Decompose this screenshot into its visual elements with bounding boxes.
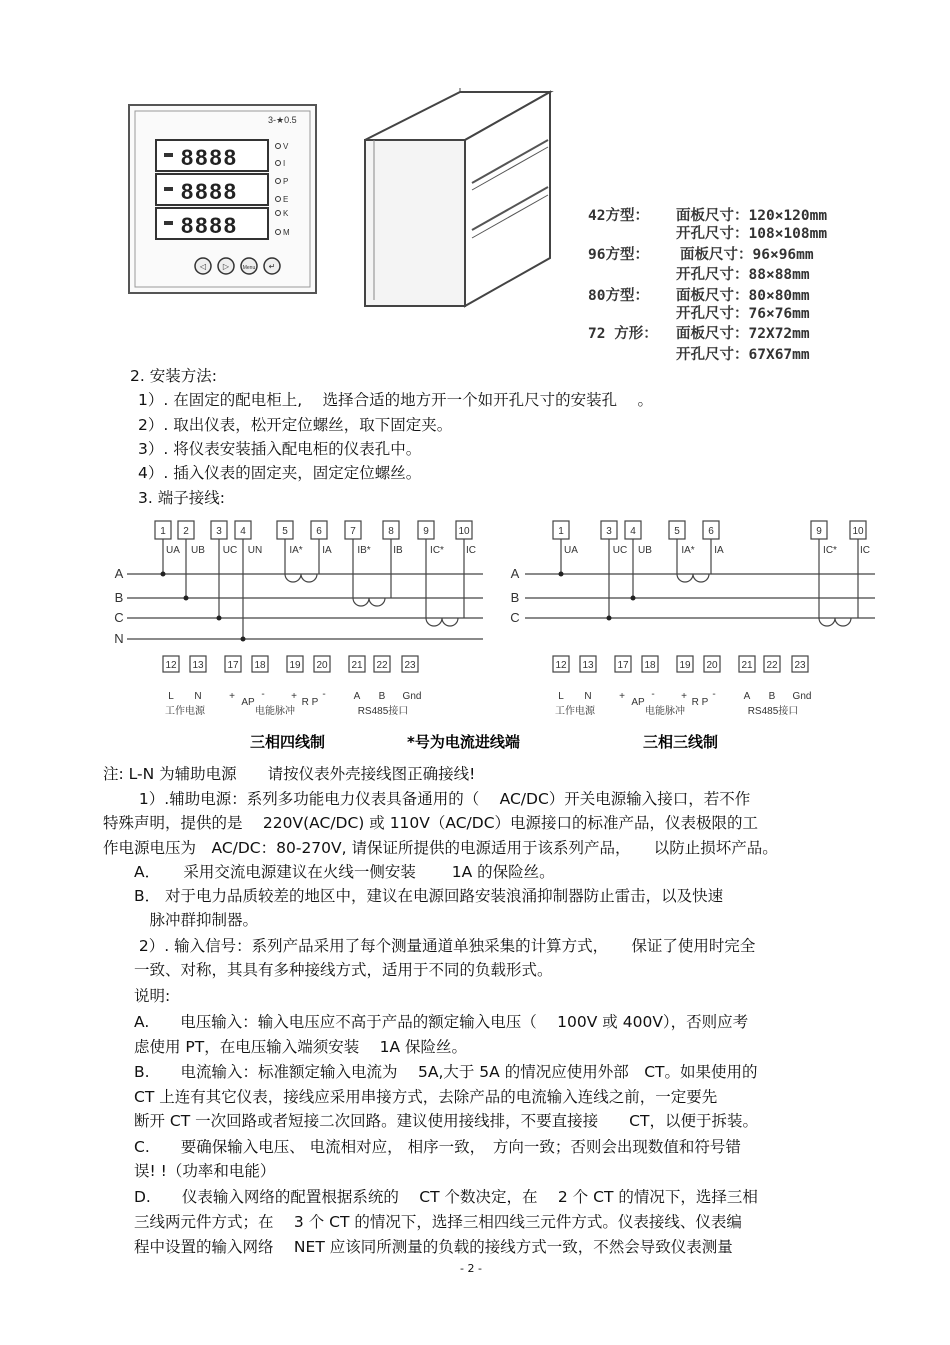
terminal-label: + — [229, 691, 235, 702]
spec-type: 96方型： — [588, 247, 649, 263]
body-line: C. 要确保输入电压、 电流相对应， 相序一致， 方向一致；否则会出现数值和符号错 — [103, 1138, 741, 1156]
ap-label: AP — [631, 697, 645, 708]
terminal-number: 21 — [351, 660, 363, 671]
body-line: 一致、对称，其具有多种接线方式，适用于不同的负载形式。 — [103, 961, 553, 979]
terminal-number: 6 — [316, 526, 322, 537]
group-label: 工作电源 — [555, 706, 595, 717]
terminal-number: 20 — [706, 660, 718, 671]
terminal-label: A — [743, 691, 751, 702]
body-line: 说明: — [103, 987, 171, 1005]
terminal-number: 5 — [674, 526, 680, 537]
terminal-label: UN — [247, 545, 263, 556]
group-label: RS485接口 — [747, 706, 799, 717]
body-line: A． 采用交流电源建议在火线一侧安装 1A 的保险丝。 — [103, 863, 555, 881]
group-label: 工作电源 — [165, 706, 205, 717]
phase-label: C — [114, 610, 124, 625]
terminal-number: 19 — [289, 660, 301, 671]
terminal-number: 20 — [316, 660, 328, 671]
body-line: 特殊声明，提供的是 220V(AC/DC) 或 110V（AC/DC）电源接口的标准产品，仪表极限的工 — [103, 814, 759, 832]
model-badge: 3-★0.5 — [268, 115, 297, 125]
terminal-number: 6 — [708, 526, 714, 537]
body-line: B. 电流输入：标准额定输入电流为 5A,大于 5A 的情况应使用外部 CT。如果使用的 — [103, 1063, 758, 1081]
terminal-number: 5 — [282, 526, 288, 537]
terminal-label: N — [584, 691, 592, 702]
svg-text:E: E — [283, 195, 289, 204]
terminal-number: 13 — [582, 660, 594, 671]
spec-panel: 面板尺寸：80×80mm — [676, 288, 810, 304]
spec-cutout: 开孔尺寸：76×76mm — [676, 306, 810, 322]
body-line: 作电源电压为 AC/DC：80-270V, 请保证所提供的电源适用于该系列产品， 以防止损坏产品。 — [103, 839, 778, 857]
install-step: 1）. 在固定的配电柜上, 选择合适的地方开一个如开孔尺寸的安装孔 。 — [138, 391, 653, 409]
rp-label: R P — [301, 697, 319, 708]
terminal-label: + — [619, 691, 625, 702]
phase-label: B — [510, 590, 520, 605]
terminal-label: N — [194, 691, 202, 702]
svg-text:Menu: Menu — [242, 265, 256, 271]
terminal-label: Gnd — [402, 691, 422, 702]
terminal-number: 4 — [630, 526, 636, 537]
terminal-label: UA — [166, 545, 180, 556]
terminals-heading: 3. 端子接线: — [138, 489, 225, 507]
terminal-number: 21 — [741, 660, 753, 671]
install-heading: 2. 安装方法: — [130, 367, 217, 385]
meter-side-illustration — [360, 88, 560, 310]
terminal-label: A — [353, 691, 361, 702]
page-number: - 2 - — [460, 1262, 482, 1275]
terminal-label: Gnd — [792, 691, 812, 702]
terminal-number: 10 — [458, 526, 470, 537]
terminal-number: 3 — [606, 526, 612, 537]
terminal-number: 3 — [216, 526, 222, 537]
body-line: 虑使用 PT，在电压输入端须安装 1A 保险丝。 — [103, 1038, 468, 1056]
terminal-number: 10 — [852, 526, 864, 537]
four-wire-caption: 三相四线制 — [250, 733, 326, 751]
terminal-label: IC* — [823, 545, 837, 556]
terminal-number: 17 — [617, 660, 629, 671]
body-line: 断开 CT 一次回路或者短接二次回路。建议使用接线排，不要直接接 CT，以便于拆装。 — [103, 1112, 758, 1130]
spec-type: 80方型： — [588, 288, 649, 304]
phase-label: C — [510, 610, 520, 625]
terminal-number: 22 — [766, 660, 778, 671]
phase-label: N — [114, 631, 124, 646]
terminal-label: + — [291, 691, 297, 702]
wiring-diagram — [105, 515, 885, 755]
body-line: 三线两元件方式；在 3 个 CT 的情况下，选择三相四线三元件方式。仪表接线、仪表编 — [103, 1213, 742, 1231]
body-line: 误! !（功率和电能） — [103, 1162, 276, 1180]
spec-type: 72 方形： — [588, 326, 658, 342]
terminal-label: B — [378, 691, 386, 702]
terminal-number: 22 — [376, 660, 388, 671]
spec-cutout: 开孔尺寸：88×88mm — [676, 267, 810, 283]
display-digits: 8888 — [181, 179, 238, 204]
terminal-label: - — [712, 689, 716, 700]
terminal-number: 18 — [644, 660, 656, 671]
spec-panel: 面板尺寸：72X72mm — [676, 326, 810, 342]
install-step: 2）. 取出仪表，松开定位螺丝，取下固定夹。 — [138, 416, 453, 434]
terminal-number: 1 — [160, 526, 166, 537]
terminal-number: 12 — [555, 660, 567, 671]
terminal-number: 9 — [423, 526, 429, 537]
phase-label: A — [510, 566, 520, 581]
terminal-number: 23 — [404, 660, 416, 671]
body-line: 1）.辅助电源：系列多功能电力仪表具备通用的（ AC/DC）开关电源输入接口，若不作 — [103, 790, 751, 808]
spec-panel: 面板尺寸：120×120mm — [676, 208, 828, 224]
svg-text:P: P — [283, 177, 289, 186]
three-wire-caption: 三相三线制 — [643, 733, 719, 751]
display-row-2 — [156, 174, 268, 205]
terminal-label: IA* — [289, 545, 303, 556]
terminal-label: UB — [191, 545, 205, 556]
body-line: CT 上连有其它仪表，接线应采用串接方式，去除产品的电流输入连线之前，一定要先 — [103, 1088, 718, 1106]
terminal-number: 1 — [558, 526, 564, 537]
terminal-label: IC — [466, 545, 476, 556]
phase-label: A — [114, 566, 124, 581]
svg-text:M: M — [283, 228, 290, 237]
terminal-label: - — [261, 689, 265, 700]
display-digits: 8888 — [181, 145, 238, 170]
terminal-label: IB* — [357, 545, 371, 556]
rp-label: R P — [691, 697, 709, 708]
terminal-number: 2 — [183, 526, 189, 537]
group-label: 电能脉冲 — [645, 706, 685, 717]
spec-cutout: 开孔尺寸：67X67mm — [676, 347, 810, 363]
display-row-3 — [156, 208, 268, 239]
body-line: A. 电压输入：输入电压应不高于产品的额定输入电压（ 100V 或 400V），否则应考 — [103, 1013, 749, 1031]
terminal-label: IA* — [681, 545, 695, 556]
terminal-number: 4 — [240, 526, 246, 537]
terminal-label: UA — [564, 545, 578, 556]
body-line: D. 仪表输入网络的配置根据系统的 CT 个数决定，在 2 个 CT 的情况下，选择三相 — [103, 1188, 758, 1206]
note-line: 注: L-N 为辅助电源 请按仪表外壳接线图正确接线! — [103, 765, 476, 783]
terminal-number: 18 — [254, 660, 266, 671]
svg-text:↵: ↵ — [268, 262, 276, 271]
terminal-label: - — [322, 689, 326, 700]
spec-cutout: 开孔尺寸：108×108mm — [676, 226, 828, 242]
terminal-number: 23 — [794, 660, 806, 671]
body-line: 脉冲群抑制器。 — [103, 911, 259, 929]
group-label: 电能脉冲 — [255, 706, 295, 717]
terminal-label: IC* — [430, 545, 444, 556]
install-step: 3）. 将仪表安装插入配电柜的仪表孔中。 — [138, 440, 422, 458]
install-step: 4）. 插入仪表的固定夹，固定定位螺丝。 — [138, 464, 422, 482]
terminal-number: 19 — [679, 660, 691, 671]
terminal-label: IA — [322, 545, 332, 556]
terminal-label: IC — [860, 545, 870, 556]
terminal-number: 17 — [227, 660, 239, 671]
body-line: 2）. 输入信号：系列产品采用了每个测量通道单独采集的计算方式， 保证了使用时完全 — [103, 937, 756, 955]
terminal-label: IB — [393, 545, 403, 556]
terminal-label: + — [681, 691, 687, 702]
svg-text:◁: ◁ — [199, 262, 207, 271]
terminal-label: IA — [714, 545, 724, 556]
terminal-label: - — [651, 689, 655, 700]
spec-type: 42方型： — [588, 208, 649, 224]
svg-text:I: I — [283, 159, 286, 168]
ap-label: AP — [241, 697, 255, 708]
display-digits: 8888 — [181, 213, 238, 238]
terminal-number: 12 — [165, 660, 177, 671]
terminal-label: L — [168, 691, 174, 702]
svg-text:V: V — [283, 142, 289, 151]
terminal-label: B — [768, 691, 776, 702]
terminal-label: UB — [638, 545, 652, 556]
terminal-number: 7 — [350, 526, 356, 537]
terminal-number: 13 — [192, 660, 204, 671]
svg-text:K: K — [283, 209, 289, 218]
phase-label: B — [114, 590, 124, 605]
terminal-label: UC — [222, 545, 238, 556]
star-note: *号为电流进线端 — [407, 733, 520, 751]
group-label: RS485接口 — [357, 706, 409, 717]
meter-front-illustration — [128, 104, 318, 296]
terminal-number: 9 — [816, 526, 822, 537]
body-line: 程中设置的输入网络 NET 应该同所测量的负载的接线方式一致，不然会导致仪表测量 — [103, 1238, 733, 1256]
terminal-label: L — [558, 691, 564, 702]
spec-panel: 面板尺寸：96×96mm — [680, 247, 814, 263]
svg-text:▷: ▷ — [222, 262, 230, 271]
body-line: B． 对于电力品质较差的地区中，建议在电源回路安装浪涌抑制器防止雷击，以及快速 — [103, 887, 724, 905]
terminal-label: UC — [612, 545, 628, 556]
terminal-number: 8 — [388, 526, 394, 537]
display-row-1 — [156, 140, 268, 171]
